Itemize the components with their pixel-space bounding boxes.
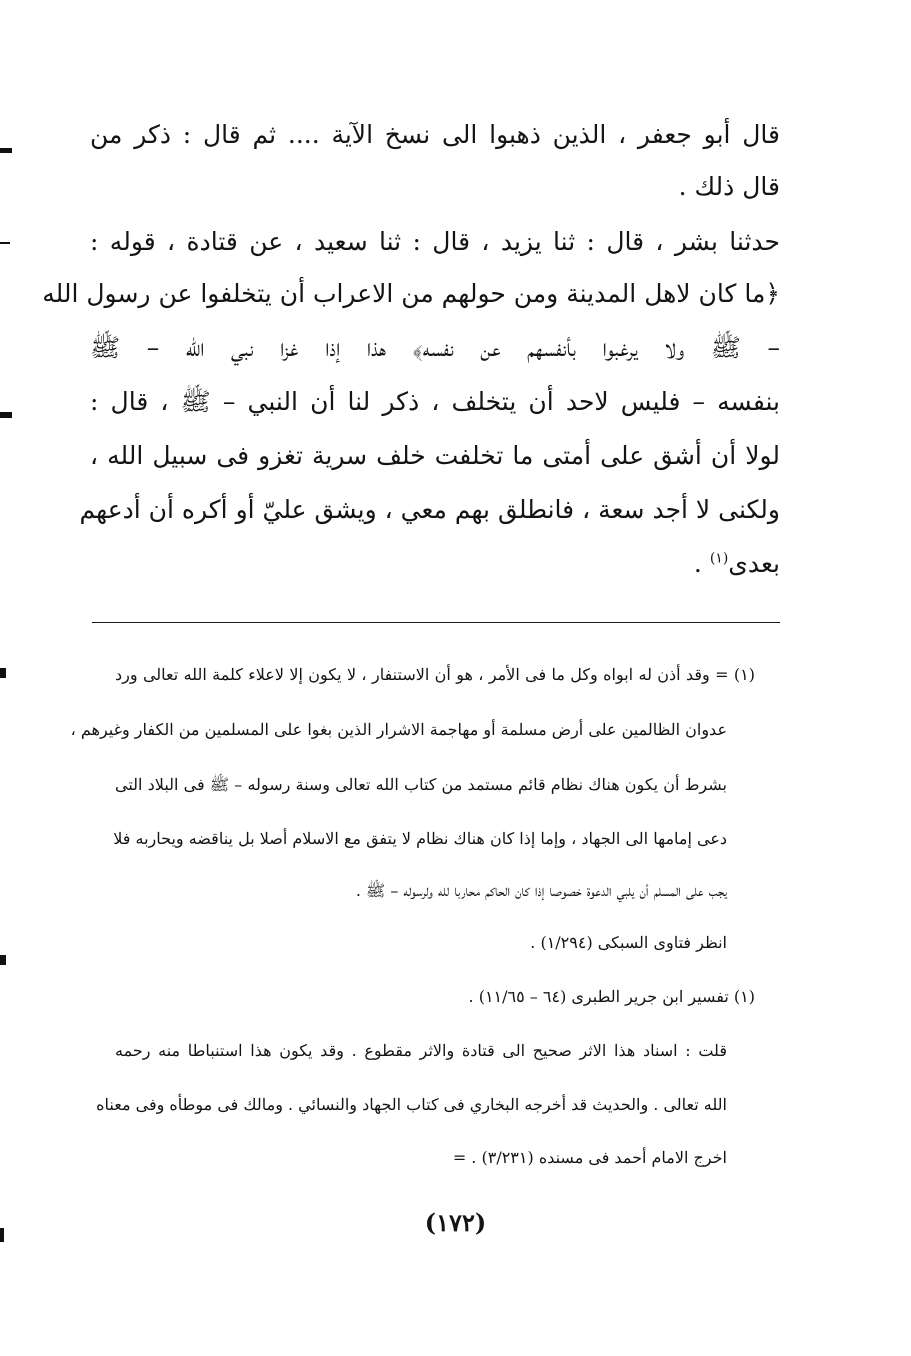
footnote-line: انظر فتاوى السبكى (١/٢٩٤) . — [530, 933, 727, 952]
scan-edge-mark — [0, 148, 12, 153]
body-last-word: بعدى — [728, 549, 780, 578]
footnote-line: اخرج الامام أحمد فى مسنده (٣/٢٣١) . = — [452, 1148, 727, 1167]
footnote-line: (١) تفسير ابن جرير الطبرى (٦٤ – ١١/٦٥) . — [468, 987, 755, 1006]
quran-quote-line: ﴿ما كان لاهل المدينة ومن حولهم من الاعراب أن يتخلفوا عن رسول الله — [42, 279, 780, 308]
body-line: قال أبو جعفر ، الذين ذهبوا الى نسخ الآية .... ثم قال : ذكر من — [90, 120, 780, 149]
footnote-line: بشرط أن يكون هناك نظام قائم مستمد من كتاب الله تعالى وسنة رسوله – ﷺ فى البلاد التى — [115, 775, 727, 794]
footnote-line: الله تعالى . والحديث قد أخرجه البخاري فى كتاب الجهاد والنسائي . ومالك فى موطأه وفى معناه — [96, 1095, 727, 1114]
footnote-line: (١) = وقد أذن له ابواه وكل ما فى الأمر ، هو أن الاستنفار ، لا يكون إلا لاعلاء كلمة الله تعالى ورد — [115, 665, 755, 684]
body-last-punct: . — [693, 549, 710, 578]
footnote-line: قلت : اسناد هذا الاثر صحيح الى قتادة والاثر مقطوع . وقد يكون هذا استنباطا منه رحمه — [115, 1041, 727, 1060]
quran-quote-line: – ﷺ ولا يرغبوا بأنفسهم عن نفسه﴾ هذا إذا غزا نبي الله – ﷺ — [90, 333, 780, 362]
body-line: حدثنا بشر ، قال : ثنا يزيد ، قال : ثنا سعيد ، عن قتادة ، قوله : — [90, 227, 780, 256]
scan-edge-mark — [0, 955, 6, 965]
body-line: بنفسه – فليس لاحد أن يتخلف ، ذكر لنا أن النبي – ﷺ ، قال : — [90, 387, 780, 416]
scan-edge-mark — [0, 242, 10, 244]
footnote-ref: (١) — [709, 550, 729, 567]
footnote-divider — [92, 622, 780, 623]
footnote-line: دعى إمامها الى الجهاد ، وإما إذا كان هناك نظام لا يتفق مع الاسلام أصلا بل يناقضه ويحاربه فلا — [113, 829, 727, 848]
body-line-last — [90, 544, 780, 584]
footnote-line: يجب على المسلم أن يلبي الدعوة خصوصا إذا كان الحاكم محاربا لله ولرسوله – ﷺ . — [355, 881, 727, 900]
footnote-line: عدوان الظالمين على أرض مسلمة أو مهاجمة الاشرار الذين بغوا على المسلمين من الكفار وغيرهم ، — [70, 720, 727, 739]
body-line: ولكنى لا أجد سعة ، فانطلق بهم معي ، ويشق عليّ أو أكره أن أدعهم — [79, 495, 780, 524]
page-number: (١٧٢) — [424, 1208, 487, 1237]
body-line: لولا أن أشق على أمتى ما تخلفت خلف سرية تغزو فى سبيل الله ، — [90, 441, 780, 470]
body-line: قال ذلك . — [678, 172, 780, 201]
scan-edge-mark — [0, 412, 12, 418]
scan-edge-mark — [0, 668, 6, 678]
